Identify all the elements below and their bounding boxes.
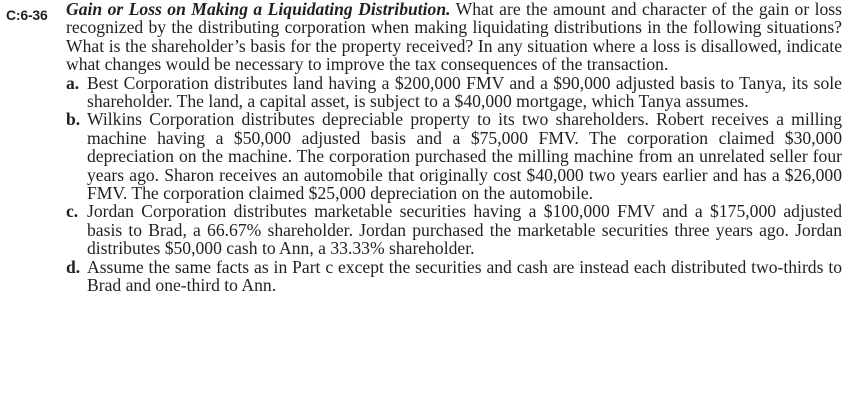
problem-part-a [66, 74, 842, 111]
problem-intro: What are the amount and character of the gain or loss recognized by the distributing corporation when making liquidating distributions in the following situations? What is the shareholder’s basis for the property received? In any situation where a loss is disallowed, indicate what changes would be necessary to improve the tax consequences of the transaction. [66, 0, 842, 75]
part-text: Jordan Corporation distributes marketable securities having a $100,000 FMV and a $175,000 adjusted basis to Brad, a 66.67% shareholder. Jordan purchased the marketable securities three years ago. Jordan distributes $50,000 cash to Ann, a 33.33% shareholder. [87, 201, 842, 259]
part-text: Wilkins Corporation distributes depreciable property to its two shareholders. Robert receives a milling machine having a $50,000 adjusted basis and a $75,000 FMV. The corporation claimed $30,000 depreciation on the machine. The corporation purchased the milling machine from an unrelated seller four years ago. Sharon receives an automobile that originally cost $40,000 two years earlier and has a $26,000 FMV. The corporation claimed $25,000 depreciation on the automobile. [87, 109, 842, 204]
problem-intro-paragraph [66, 0, 842, 74]
part-text: Best Corporation distributes land having a $200,000 FMV and a $90,000 adjusted basis to Tanya, its sole shareholder. The land, a capital asset, is subject to a $40,000 mortgage, which Tanya assumes. [87, 72, 842, 112]
problem-number: C:6-36 [6, 7, 48, 23]
problem-title: Gain or Loss on Making a Liquidating Distribution. [66, 0, 451, 19]
problem-part-c [66, 202, 842, 257]
part-text: Assume the same facts as in Part c except the securities and cash are instead each distributed two-thirds to Brad and one-third to Ann. [87, 256, 842, 296]
problem-part-d [66, 258, 842, 295]
problem-part-b [66, 110, 842, 202]
part-label: c. [66, 201, 79, 222]
part-label: d. [66, 256, 81, 277]
part-label: b. [66, 109, 81, 130]
problem-body [66, 0, 842, 295]
problem-parts-list [66, 74, 842, 295]
part-label: a. [66, 72, 80, 93]
